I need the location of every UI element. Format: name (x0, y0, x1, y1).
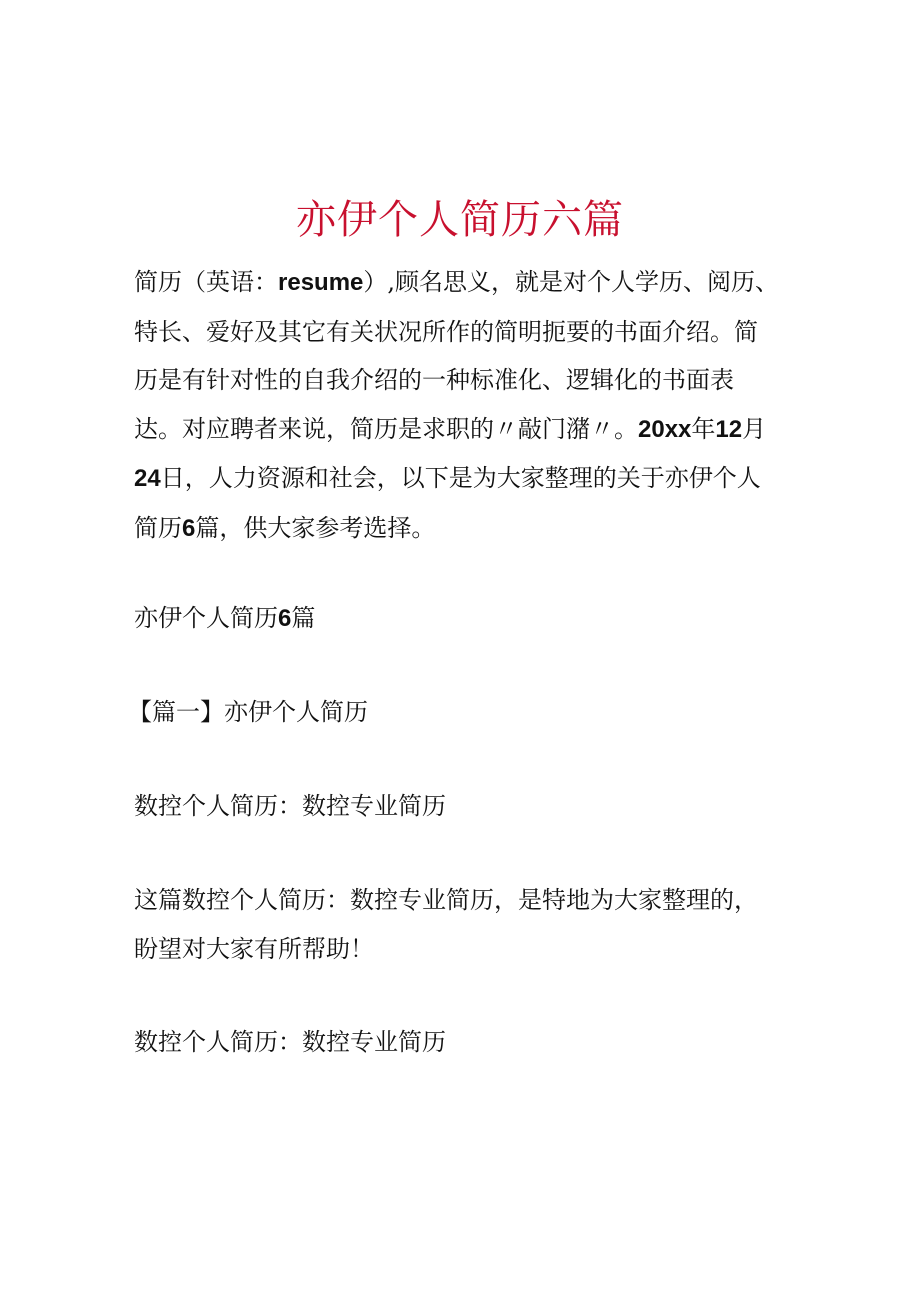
resume-title: 数控个人简历：数控专业简历 (134, 1028, 446, 1056)
subtitle: 亦伊个人简历6篇 (134, 604, 316, 632)
intro-line: 达。对应聘者来说，简历是求职的〃敲门潴〃。20xx年12月 (134, 414, 767, 443)
section-heading: 【篇一】亦伊个人简历 (128, 698, 368, 726)
body-line: 这篇数控个人简历：数控专业简历，是特地为大家整理的， (134, 886, 758, 914)
intro-line: 简历6篇，供大家参考选择。 (134, 513, 436, 542)
intro-line: 简历（英语：resume）,顾名思义，就是对个人学历、阅历、 (134, 268, 780, 296)
latin-run: 6 (278, 605, 292, 632)
latin-run: 20xx (638, 415, 692, 443)
intro-line: 24日，人力资源和社会，以下是为大家整理的关于亦伊个人 (134, 464, 761, 492)
body-paragraph (134, 876, 758, 973)
latin-run: resume (278, 269, 364, 296)
latin-run: 6 (182, 514, 196, 542)
body-line: 盼望对大家有所帮助！ (134, 934, 374, 963)
intro-line: 历是有针对性的自我介绍的一种标准化、逻辑化的书面表 (134, 366, 734, 394)
intro-paragraph (134, 258, 790, 553)
intro-line: 特长、爱好及其它有关状况所作的简明扼要的书面介绍。简 (134, 317, 758, 346)
resume-title: 数控个人简历：数控专业简历 (134, 792, 446, 820)
latin-run: 24 (134, 465, 161, 492)
document-title: 亦伊个人简历六篇 (296, 197, 624, 243)
latin-run: 12 (715, 415, 743, 443)
